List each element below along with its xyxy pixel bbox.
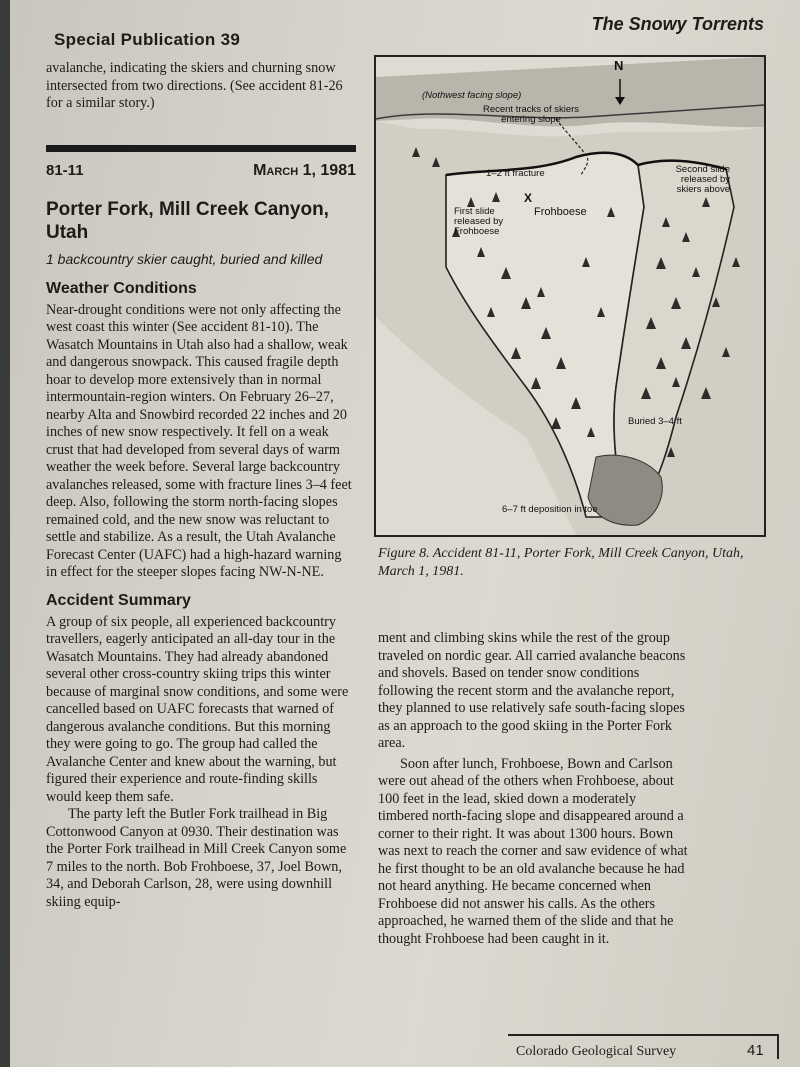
summary-heading: Accident Summary: [46, 591, 191, 609]
avalanche-figure: [374, 55, 766, 537]
section-rule: [46, 145, 356, 152]
footer-rule-vertical: [777, 1034, 779, 1059]
accident-subtitle: 1 backcountry skier caught, buried and killed: [46, 250, 323, 267]
first-slide-label: First slide released by Frohboese: [454, 206, 504, 237]
tracks-label: Recent tracks of skiers entering slope: [482, 104, 580, 125]
publication-header: Special Publication 39: [54, 30, 241, 49]
accident-date: March 1, 1981: [253, 161, 356, 179]
summary-paragraph-4: Soon after lunch, Frohboese, Bown and Carlson were out ahead of the others when Frohboese, about 100 feet in the lead, skied down a moderately timbered north-facing slope and disappeared around a corner to their right. It was about 1300 hours. Bown was next to reach the corner and saw evidence of what he first thought to be an old avalanche because he had not heard anything. He became concerned when Frohboese did not answer his calls. As the others approached, he warned them of the slide and that he thought Frohboese had been caught in it.: [378, 755, 688, 947]
north-label: N: [614, 58, 624, 73]
deposition-label: 6–7 ft deposition in toe: [502, 504, 598, 515]
intro-paragraph: avalanche, indicating the skiers and churning snow intersected from two directions. (See accident 81-26 for a similar story.): [46, 60, 343, 111]
slope-label: (Nothwest facing slope): [422, 90, 522, 101]
weather-heading: Weather Conditions: [46, 279, 197, 297]
footer-publisher: Colorado Geological Survey: [516, 1044, 677, 1059]
summary-paragraph-1: A group of six people, all experienced backcountry travellers, eagerly anticipated an all-day tour in the Wasatch Mountains. They had already abandoned several other cross-country skiing trips this winter because of marginal snow conditions, and some were cancelled based on UAFC forecasts that warned of dangerous avalanche conditions. But this morning they were going to go. The group had called the Avalanche Center and knew about the warning, but figured their experience and route-finding skills would keep them safe.: [46, 613, 349, 805]
footer-rule: [508, 1034, 778, 1036]
avalanche-sketch: [376, 57, 764, 535]
book-title-header: The Snowy Torrents: [591, 14, 764, 34]
weather-paragraph: Near-drought conditions were not only affecting the west coast this winter (See accident 81-10). The Wasatch Mountains in Utah also had a shallow, weak and dangerous snowpack. This caused fragile depth hoar to develop more extensively than in normal intermountain-region winters. On February 26–27, nearby Alta and Snowbird recorded 22 inches and 20 inches of new snow respectively. It fell on a weak crust that had developed from several days of warm weather the week before. Several large backcountry avalanches released, some with fracture lines 3–4 feet deep. Also, following the storm north-facing slopes remained cold, and the new snow was reluctant to settle and stabilize. As a result, the Utah Avalanche Forecast Center (UAFC) had a high-hazard warning in effect for the steeper slopes facing NW-N-NE.: [46, 301, 352, 580]
accident-header-row: [46, 162, 356, 180]
left-column: [46, 60, 356, 911]
frohboese-label: Frohboese: [534, 206, 587, 218]
document-page: [10, 0, 800, 1067]
accident-number: 81-11: [46, 161, 84, 179]
figure-caption: Figure 8. Accident 81-11, Porter Fork, Mill Creek Canyon, Utah, March 1, 1981.: [378, 546, 744, 579]
accident-title: Porter Fork, Mill Creek Canyon, Utah: [46, 198, 329, 243]
summary-paragraph-2: The party left the Butler Fork trailhead in Big Cottonwood Canyon at 0930. Their destination was the Porter Fork trailhead in Mill Creek Canyon some 7 miles to the north. Bob Frohboese, 37, Joel Bown, 34, and Deborah Carlson, 28, were using downhill skiing equip-: [46, 806, 347, 910]
page-number: 41: [747, 1042, 764, 1059]
fracture-label: 1–2 ft fracture: [486, 168, 545, 179]
right-column: [378, 630, 688, 948]
buried-label: Buried 3–4 ft: [628, 416, 682, 427]
x-marker-label: X: [524, 191, 533, 205]
summary-paragraph-3: ment and climbing skins while the rest of the group traveled on nordic gear. All carried avalanche beacons and shovels. Based on tender snow conditions following the recent storm and the avalanche report, they planned to use relatively safe south-facing slopes as an approach to the good skiing in the Porter Fork area.: [378, 630, 686, 751]
second-slide-label: Second slide released by skiers above: [675, 164, 730, 195]
